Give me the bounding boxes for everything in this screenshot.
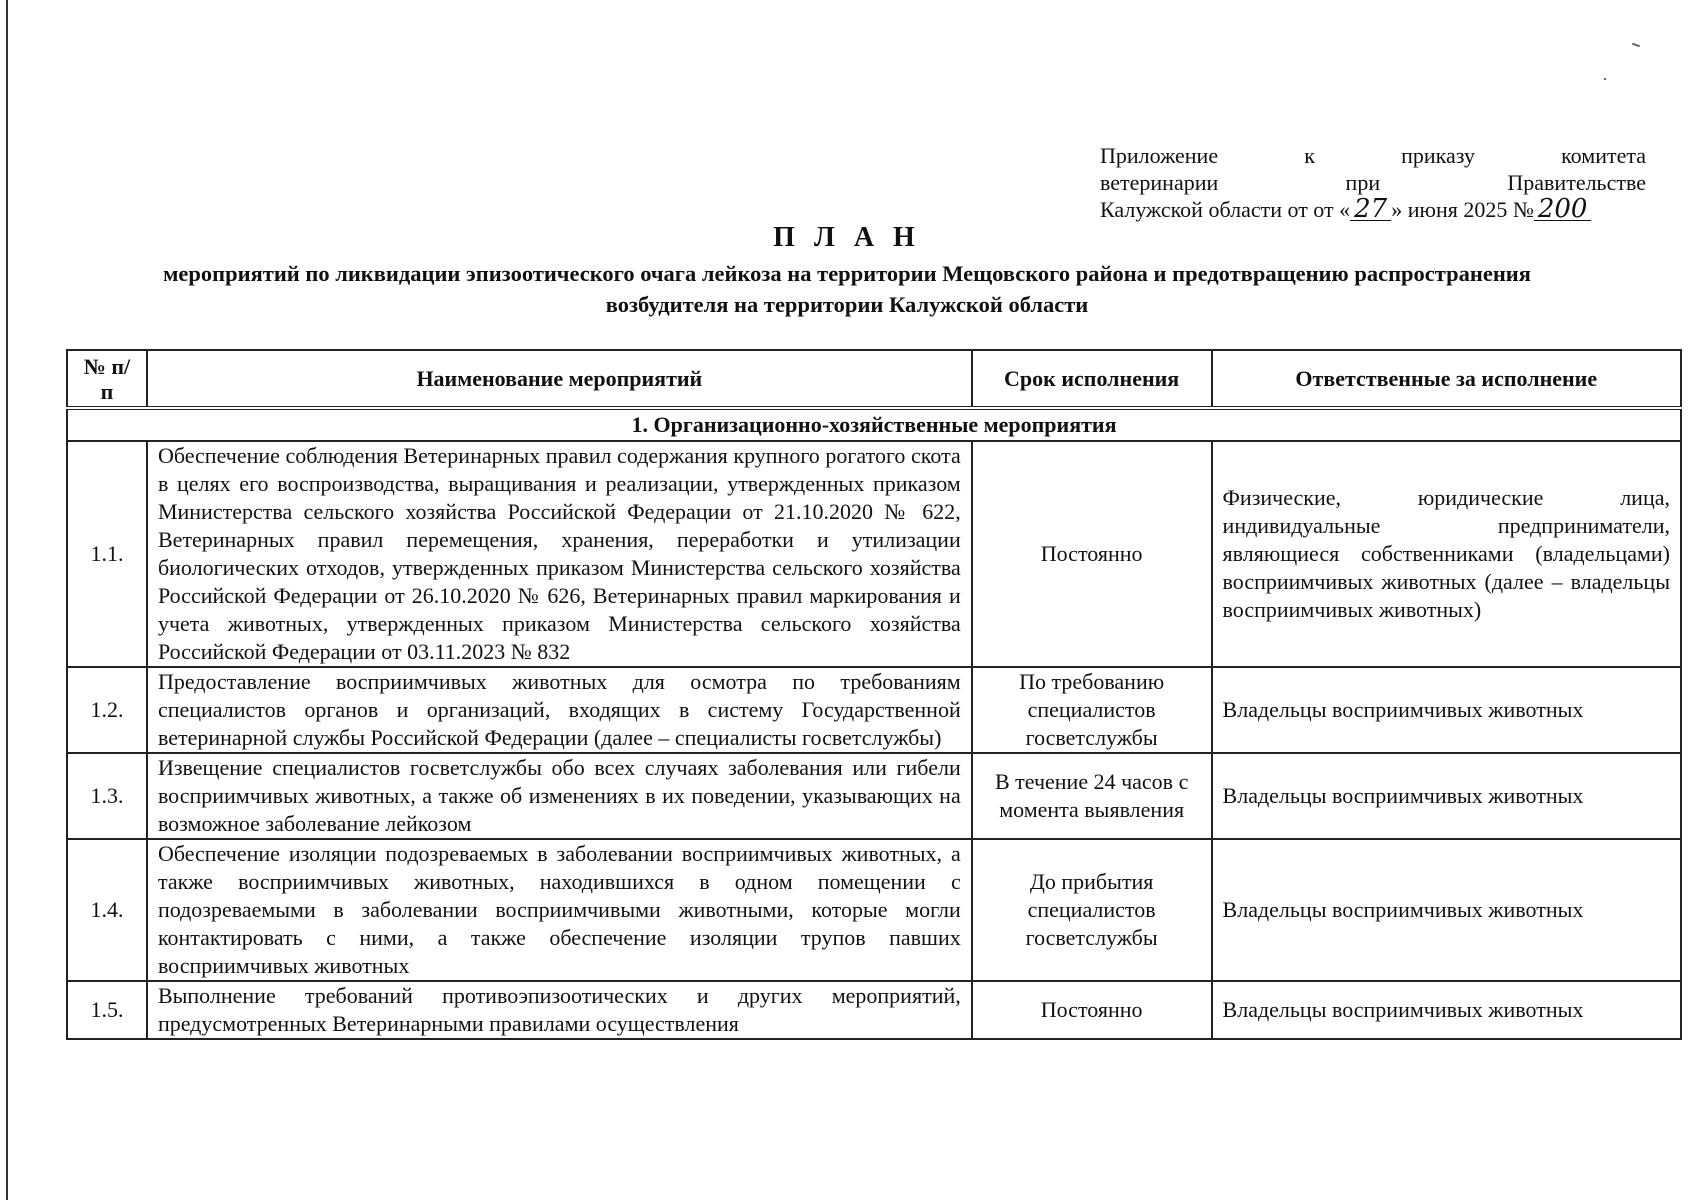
header-name: Наименование мероприятий <box>147 350 972 408</box>
header-responsible: Ответственные за исполнение <box>1212 350 1681 408</box>
table-row <box>67 441 1681 667</box>
annex-line-2: ветеринарии при Правительстве <box>1100 170 1646 195</box>
row-activity: Предоставление восприимчивых животных для осмотра по требованиям специалистов органов и организаций, входящих в систему Государственной ветеринарной службы Российской Федерации (далее – специалисты госветслужбы) <box>147 667 972 753</box>
row-responsible: Владельцы восприимчивых животных <box>1212 667 1681 753</box>
row-number: 1.1. <box>67 441 147 667</box>
row-term: Постоянно <box>972 981 1212 1039</box>
table-row <box>67 839 1681 981</box>
plan-subtitle: мероприятий по ликвидации эпизоотического очага лейкоза на территории Мещовского района и предотвращению распространения возбудителя на территории Калужской области <box>163 261 1531 317</box>
annex-block <box>1100 142 1646 223</box>
annex-number-handwritten: 200 <box>1534 198 1592 221</box>
plan-title: П Л А Н <box>773 222 921 253</box>
section-row <box>67 408 1681 441</box>
row-number: 1.2. <box>67 667 147 753</box>
row-number: 1.3. <box>67 753 147 839</box>
row-term: До прибытия специалистов госветслужбы <box>972 839 1212 981</box>
table-row <box>67 667 1681 753</box>
plan-table <box>66 349 1682 1040</box>
row-term: Постоянно <box>972 441 1212 667</box>
header-num: № п/п <box>67 350 147 408</box>
header-term: Срок исполнения <box>972 350 1212 408</box>
annex-line-1: Приложение к приказу комитета <box>1100 143 1646 168</box>
scan-edge-line <box>6 0 8 1200</box>
row-responsible: Владельцы восприимчивых животных <box>1212 981 1681 1039</box>
row-number: 1.5. <box>67 981 147 1039</box>
row-responsible: Владельцы восприимчивых животных <box>1212 753 1681 839</box>
row-term: По требованию специалистов госветслужбы <box>972 667 1212 753</box>
annex-date-mid: » июня 2025 № <box>1391 197 1534 222</box>
annex-line-3 <box>1100 196 1646 223</box>
row-responsible: Физические, юридические лица, индивидуальные предприниматели, являющиеся собственниками (владельцами) восприимчивых животных (далее – владельцы восприимчивых животных) <box>1212 441 1681 667</box>
scan-speck <box>1604 78 1606 80</box>
row-activity: Обеспечение изоляции подозреваемых в заболевании восприимчивых животных, а также восприимчивых животных, находившихся в одном помещении с подозреваемыми в заболевании восприимчивыми животными, которые могли контактировать с ними, а также обеспечение изоляции трупов павших восприимчивых животных <box>147 839 972 981</box>
annex-date-prefix: Калужской области от от « <box>1100 197 1351 222</box>
table-header-row <box>67 350 1681 408</box>
row-activity: Извещение специалистов госветслужбы обо всех случаях заболевания или гибели восприимчивых животных, а также об изменениях в их поведении, указывающих на возможное заболевание лейкозом <box>147 753 972 839</box>
row-activity: Обеспечение соблюдения Ветеринарных правил содержания крупного рогатого скота в целях его воспроизводства, выращивания и реализации, утвержденных приказом Министерства сельского хозяйства Российской Федерации от 21.10.2020 № 622, Ветеринарных правил перемещения, хранения, переработки и утилизации биологических отходов, утвержденных приказом Министерства сельского хозяйства Российской Федерации от 26.10.2020 № 626, Ветеринарных правил маркирования и учета животных, утвержденных приказом Министерства сельского хозяйства Российской Федерации от 03.11.2023 № 832 <box>147 441 972 667</box>
table-row <box>67 981 1681 1039</box>
row-responsible: Владельцы восприимчивых животных <box>1212 839 1681 981</box>
section-title: 1. Организационно-хозяйственные мероприятия <box>67 408 1681 441</box>
annex-day-handwritten: 27 <box>1350 198 1391 221</box>
row-number: 1.4. <box>67 839 147 981</box>
row-activity: Выполнение требований противоэпизоотических и других мероприятий, предусмотренных Ветеринарными правилами осуществления <box>147 981 972 1039</box>
scan-speck <box>1632 43 1640 48</box>
row-term: В течение 24 часов с момента выявления <box>972 753 1212 839</box>
table-row <box>67 753 1681 839</box>
